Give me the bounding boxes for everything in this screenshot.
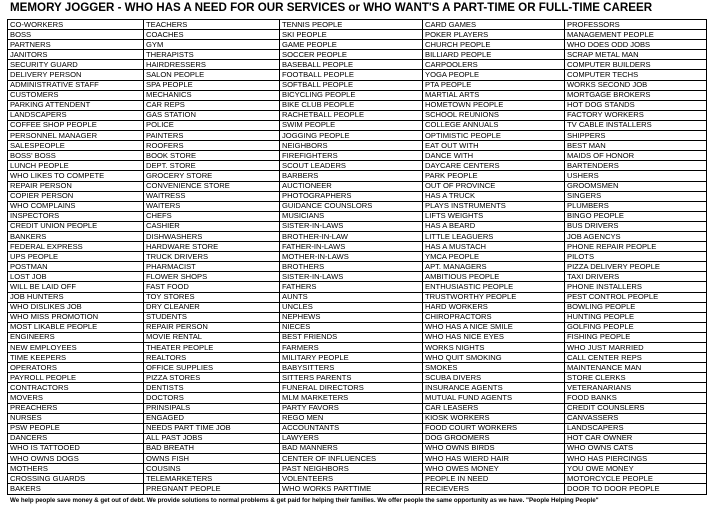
table-row <box>8 292 707 302</box>
table-cell: MECHANICS <box>144 90 280 100</box>
table-cell: PIZZA STORES <box>144 373 280 383</box>
table-cell: CANVASSERS <box>565 413 707 423</box>
table-cell: OUT OF PROVINCE <box>423 181 565 191</box>
table-cell: SALON PEOPLE <box>144 70 280 80</box>
table-cell: CHURCH PEOPLE <box>423 40 565 50</box>
table-cell: REGO MEN <box>280 413 423 423</box>
table-cell: LANDSCAPERS <box>565 423 707 433</box>
table-cell: JANITORS <box>8 50 144 60</box>
table-row <box>8 50 707 60</box>
table-cell: MOVIE RENTAL <box>144 332 280 342</box>
table-cell: PARK PEOPLE <box>423 171 565 181</box>
table-row <box>8 201 707 211</box>
table-cell: STORE CLERKS <box>565 373 707 383</box>
table-cell: BEST MAN <box>565 141 707 151</box>
table-cell: COPIER PERSON <box>8 191 144 201</box>
table-row <box>8 211 707 221</box>
table-cell: VETERANARIANS <box>565 383 707 393</box>
table-cell: OPERATORS <box>8 363 144 373</box>
table-cell: PEST CONTROL PEOPLE <box>565 292 707 302</box>
table-cell: REALTORS <box>144 353 280 363</box>
table-cell: WHO HAS PIERCINGS <box>565 454 707 464</box>
table-cell: FOOD COURT WORKERS <box>423 423 565 433</box>
table-cell: INSPECTORS <box>8 211 144 221</box>
table-row <box>8 100 707 110</box>
table-cell: MOST LIKABLE PEOPLE <box>8 322 144 332</box>
table-row <box>8 413 707 423</box>
table-cell: CALL CENTER REPS <box>565 353 707 363</box>
table-cell: WHO QUIT SMOKING <box>423 353 565 363</box>
table-row <box>8 80 707 90</box>
table-cell: ALL PAST JOBS <box>144 433 280 443</box>
table-cell: LAWYERS <box>280 433 423 443</box>
table-cell: BROTHER-IN-LAW <box>280 231 423 241</box>
table-cell: HAS A TRUCK <box>423 191 565 201</box>
table-cell: LITTLE LEAGUERS <box>423 231 565 241</box>
table-cell: BIKE CLUB PEOPLE <box>280 100 423 110</box>
table-cell: TIME KEEPERS <box>8 353 144 363</box>
table-cell: BOOK STORE <box>144 151 280 161</box>
table-cell: MORTGAGE BROKERS <box>565 90 707 100</box>
table-row <box>8 40 707 50</box>
table-cell: BASEBALL PEOPLE <box>280 60 423 70</box>
table-cell: BILLIARD PEOPLE <box>423 50 565 60</box>
table-cell: CUSTOMERS <box>8 90 144 100</box>
table-row <box>8 272 707 282</box>
table-cell: POLICE <box>144 120 280 130</box>
table-cell: SALESPEOPLE <box>8 141 144 151</box>
table-cell: FAST FOOD <box>144 282 280 292</box>
table-cell: INSURANCE AGENTS <box>423 383 565 393</box>
table-row <box>8 60 707 70</box>
table-cell: PHONE REPAIR PEOPLE <box>565 242 707 252</box>
table-cell: WORKS SECOND JOB <box>565 80 707 90</box>
table-cell: COUSINS <box>144 464 280 474</box>
table-row <box>8 322 707 332</box>
table-cell: CREDIT COUNSLERS <box>565 403 707 413</box>
table-cell: BUS DRIVERS <box>565 221 707 231</box>
table-cell: DRY CLEANER <box>144 302 280 312</box>
table-cell: BARBERS <box>280 171 423 181</box>
table-row <box>8 70 707 80</box>
table-cell: NEEDS PART TIME JOB <box>144 423 280 433</box>
table-cell: HOMETOWN PEOPLE <box>423 100 565 110</box>
table-cell: SWIM PEOPLE <box>280 120 423 130</box>
table-cell: SCHOOL REUNIONS <box>423 110 565 120</box>
table-row <box>8 353 707 363</box>
table-cell: NEIGHBORS <box>280 141 423 151</box>
table-cell: BANKERS <box>8 231 144 241</box>
table-cell: PEOPLE IN NEED <box>423 474 565 484</box>
table-cell: DISHWASHERS <box>144 231 280 241</box>
table-cell: DOOR TO DOOR PEOPLE <box>565 484 707 495</box>
table-cell: CAR REPS <box>144 100 280 110</box>
table-cell: GAS STATION <box>144 110 280 120</box>
table-cell: PILOTS <box>565 252 707 262</box>
table-cell: DOCTORS <box>144 393 280 403</box>
table-cell: COLLEGE ANNUALS <box>423 120 565 130</box>
table-cell: ACCOUNTANTS <box>280 423 423 433</box>
table-cell: WHO HAS A NICE SMILE <box>423 322 565 332</box>
table-cell: FATHER-IN-LAWS <box>280 242 423 252</box>
table-cell: POKER PLAYERS <box>423 30 565 40</box>
table-cell: HAIRDRESSERS <box>144 60 280 70</box>
table-cell: HOT DOG STANDS <box>565 100 707 110</box>
table-cell: SCRAP METAL MAN <box>565 50 707 60</box>
table-cell: ENGAGED <box>144 413 280 423</box>
table-cell: BEST FRIENDS <box>280 332 423 342</box>
table-row <box>8 363 707 373</box>
table-cell: EAT OUT WITH <box>423 141 565 151</box>
table-cell: MARTIAL ARTS <box>423 90 565 100</box>
table-cell: BAD MANNERS <box>280 443 423 453</box>
table-cell: MANAGEMENT PEOPLE <box>565 30 707 40</box>
table-row <box>8 141 707 151</box>
table-cell: HAS A BEARD <box>423 221 565 231</box>
table-cell: SINGERS <box>565 191 707 201</box>
table-cell: KIOSK WORKERS <box>423 413 565 423</box>
table-cell: TENNIS PEOPLE <box>280 20 423 30</box>
table-cell: FOOD BANKS <box>565 393 707 403</box>
table-cell: TV CABLE INSTALLERS <box>565 120 707 130</box>
table-cell: WHO OWNS BIRDS <box>423 443 565 453</box>
table-body <box>8 20 707 495</box>
table-cell: WHO JUST MARRIED <box>565 343 707 353</box>
memory-jogger-table <box>7 19 707 495</box>
table-cell: CAR LEASERS <box>423 403 565 413</box>
table-cell: COACHES <box>144 30 280 40</box>
table-cell: ENTHUSIASTIC PEOPLE <box>423 282 565 292</box>
table-cell: GYM <box>144 40 280 50</box>
table-cell: STUDENTS <box>144 312 280 322</box>
table-cell: WAITRESS <box>144 191 280 201</box>
table-cell: SCUBA DIVERS <box>423 373 565 383</box>
table-row <box>8 110 707 120</box>
table-cell: MOTORCYCLE PEOPLE <box>565 474 707 484</box>
table-cell: LOST JOB <box>8 272 144 282</box>
table-cell: FATHERS <box>280 282 423 292</box>
table-cell: SISTER-IN-LAWS <box>280 221 423 231</box>
table-row <box>8 242 707 252</box>
table-row <box>8 131 707 141</box>
table-cell: USHERS <box>565 171 707 181</box>
table-cell: PARTNERS <box>8 40 144 50</box>
table-cell: HAS A MUSTACH <box>423 242 565 252</box>
table-cell: WHO DISLIKES JOB <box>8 302 144 312</box>
table-row <box>8 231 707 241</box>
table-cell: FIREFIGHTERS <box>280 151 423 161</box>
table-cell: PAINTERS <box>144 131 280 141</box>
table-cell: CENTER OF INFLUENCES <box>280 454 423 464</box>
table-cell: ENGINEERS <box>8 332 144 342</box>
table-cell: PTA PEOPLE <box>423 80 565 90</box>
table-cell: WHO WORKS PARTTIME <box>280 484 423 495</box>
table-cell: PRINSIPALS <box>144 403 280 413</box>
table-cell: WHO HAS WIERD HAIR <box>423 454 565 464</box>
table-cell: MAIDS OF HONOR <box>565 151 707 161</box>
table-cell: MAINTENANCE MAN <box>565 363 707 373</box>
table-cell: MLM MARKETERS <box>280 393 423 403</box>
table-row <box>8 373 707 383</box>
table-cell: SKI PEOPLE <box>280 30 423 40</box>
table-cell: FEDERAL EXPRESS <box>8 242 144 252</box>
table-row <box>8 403 707 413</box>
table-row <box>8 30 707 40</box>
table-row <box>8 423 707 433</box>
table-cell: OFFICE SUPPLIES <box>144 363 280 373</box>
table-cell: CONTRACTORS <box>8 383 144 393</box>
table-cell: BAKERS <box>8 484 144 495</box>
table-cell: TEACHERS <box>144 20 280 30</box>
table-cell: SMOKES <box>423 363 565 373</box>
table-cell: NEW EMPLOYEES <box>8 343 144 353</box>
table-row <box>8 312 707 322</box>
table-cell: BARTENDERS <box>565 161 707 171</box>
table-cell: DANCERS <box>8 433 144 443</box>
table-cell: PHOTOGRAPHERS <box>280 191 423 201</box>
table-cell: AMBITIOUS PEOPLE <box>423 272 565 282</box>
table-cell: COMPUTER TECHS <box>565 70 707 80</box>
table-cell: CREDIT UNION PEOPLE <box>8 221 144 231</box>
table-cell: NEPHEWS <box>280 312 423 322</box>
table-cell: BROTHERS <box>280 262 423 272</box>
table-row <box>8 383 707 393</box>
table-cell: FUNERAL DIRECTORS <box>280 383 423 393</box>
table-row <box>8 161 707 171</box>
table-cell: OWNS FISH <box>144 454 280 464</box>
table-cell: YMCA PEOPLE <box>423 252 565 262</box>
table-cell: SCOUT LEADERS <box>280 161 423 171</box>
table-cell: CHEFS <box>144 211 280 221</box>
table-cell: GUIDANCE COUNSLORS <box>280 201 423 211</box>
table-cell: GOLFING PEOPLE <box>565 322 707 332</box>
table-cell: RECIEVERS <box>423 484 565 495</box>
table-cell: AUNTS <box>280 292 423 302</box>
table-cell: BAD BREATH <box>144 443 280 453</box>
table-cell: MOVERS <box>8 393 144 403</box>
table-cell: CARD GAMES <box>423 20 565 30</box>
table-cell: TRUSTWORTHY PEOPLE <box>423 292 565 302</box>
table-cell: REPAIR PERSON <box>8 181 144 191</box>
table-cell: WHO HAS NICE EYES <box>423 332 565 342</box>
table-cell: JOB HUNTERS <box>8 292 144 302</box>
table-cell: OPTIMISTIC PEOPLE <box>423 131 565 141</box>
table-cell: PROFESSORS <box>565 20 707 30</box>
table-cell: PHARMACIST <box>144 262 280 272</box>
table-row <box>8 302 707 312</box>
table-cell: VOLENTEERS <box>280 474 423 484</box>
table-cell: WHO OWNS CATS <box>565 443 707 453</box>
table-cell: SITTERS PARENTS <box>280 373 423 383</box>
table-cell: BOWLING PEOPLE <box>565 302 707 312</box>
table-cell: MUTUAL FUND AGENTS <box>423 393 565 403</box>
table-cell: WHO MISS PROMOTION <box>8 312 144 322</box>
table-cell: REPAIR PERSON <box>144 322 280 332</box>
table-cell: YOU OWE MONEY <box>565 464 707 474</box>
table-cell: MOTHERS <box>8 464 144 474</box>
table-row <box>8 252 707 262</box>
table-row <box>8 221 707 231</box>
table-row <box>8 474 707 484</box>
table-cell: UNCLES <box>280 302 423 312</box>
table-row <box>8 484 707 495</box>
table-cell: PAYROLL PEOPLE <box>8 373 144 383</box>
table-cell: YOGA PEOPLE <box>423 70 565 80</box>
table-cell: HARDWARE STORE <box>144 242 280 252</box>
table-cell: FACTORY WORKERS <box>565 110 707 120</box>
table-cell: JOB AGENCYS <box>565 231 707 241</box>
table-cell: PLAYS INSTRUMENTS <box>423 201 565 211</box>
table-cell: LANDSCAPERS <box>8 110 144 120</box>
table-cell: ROOFERS <box>144 141 280 151</box>
table-cell: PIZZA DELIVERY PEOPLE <box>565 262 707 272</box>
table-row <box>8 343 707 353</box>
table-cell: CASHIER <box>144 221 280 231</box>
table-cell: WHO COMPLAINS <box>8 201 144 211</box>
table-cell: HUNTING PEOPLE <box>565 312 707 322</box>
table-cell: THEATER PEOPLE <box>144 343 280 353</box>
table-cell: DEPT. STORE <box>144 161 280 171</box>
table-cell: CARPOOLERS <box>423 60 565 70</box>
table-cell: AUCTIONEER <box>280 181 423 191</box>
table-cell: FOOTBALL PEOPLE <box>280 70 423 80</box>
table-cell: PERSONNEL MANAGER <box>8 131 144 141</box>
table-cell: DAYCARE CENTERS <box>423 161 565 171</box>
table-cell: BINGO PEOPLE <box>565 211 707 221</box>
table-cell: CO-WORKERS <box>8 20 144 30</box>
table-cell: DOG GROOMERS <box>423 433 565 443</box>
table-cell: THERAPISTS <box>144 50 280 60</box>
table-cell: FISHING PEOPLE <box>565 332 707 342</box>
table-cell: PARKING ATTENDENT <box>8 100 144 110</box>
table-cell: TAXI DRIVERS <box>565 272 707 282</box>
table-row <box>8 171 707 181</box>
table-row <box>8 262 707 272</box>
table-row <box>8 454 707 464</box>
table-cell: WHO OWNS DOGS <box>8 454 144 464</box>
table-cell: CROSSING GUARDS <box>8 474 144 484</box>
table-cell: FARMERS <box>280 343 423 353</box>
table-cell: TRUCK DRIVERS <box>144 252 280 262</box>
table-cell: BOSS <box>8 30 144 40</box>
table-cell: PREACHERS <box>8 403 144 413</box>
table-cell: BOSS' BOSS <box>8 151 144 161</box>
table-cell: WILL BE LAID OFF <box>8 282 144 292</box>
table-cell: GROOMSMEN <box>565 181 707 191</box>
table-cell: JOGGING PEOPLE <box>280 131 423 141</box>
table-cell: GAME PEOPLE <box>280 40 423 50</box>
table-cell: LIFTS WEIGHTS <box>423 211 565 221</box>
table-cell: HOT CAR OWNER <box>565 433 707 443</box>
table-row <box>8 282 707 292</box>
footer-text: We help people save money & get out of debt. We provide solutions to normal problems & get paid for helping their families. We offer people the same opportunity as we have. "People Helping People" <box>10 497 599 504</box>
table-cell: SISTER-IN-LAWS <box>280 272 423 282</box>
table-cell: DELIVERY PERSON <box>8 70 144 80</box>
table-row <box>8 181 707 191</box>
table-cell: MILITARY PEOPLE <box>280 353 423 363</box>
table-cell: COMPUTER BUILDERS <box>565 60 707 70</box>
table-cell: MUSICIANS <box>280 211 423 221</box>
table-cell: PAST NEIGHBORS <box>280 464 423 474</box>
table-row <box>8 90 707 100</box>
table-cell: PLUMBERS <box>565 201 707 211</box>
table-cell: DANCE WITH <box>423 151 565 161</box>
table-cell: UPS PEOPLE <box>8 252 144 262</box>
table-cell: COFFEE SHOP PEOPLE <box>8 120 144 130</box>
table-cell: WHO DOES ODD JOBS <box>565 40 707 50</box>
table-cell: BICYCLING PEOPLE <box>280 90 423 100</box>
table-cell: SOCCER PEOPLE <box>280 50 423 60</box>
table-cell: SPA PEOPLE <box>144 80 280 90</box>
table-cell: CHIROPRACTORS <box>423 312 565 322</box>
table-cell: TOY STORES <box>144 292 280 302</box>
table-cell: WAITERS <box>144 201 280 211</box>
table-cell: MOTHER-IN-LAWS <box>280 252 423 262</box>
table-cell: WHO OWES MONEY <box>423 464 565 474</box>
table-cell: POSTMAN <box>8 262 144 272</box>
table-cell: CONVENIENCE STORE <box>144 181 280 191</box>
table-cell: PARTY FAVORS <box>280 403 423 413</box>
table-cell: NURSES <box>8 413 144 423</box>
table-row <box>8 332 707 342</box>
table-cell: ADMINISTRATIVE STAFF <box>8 80 144 90</box>
table-cell: FLOWER SHOPS <box>144 272 280 282</box>
table-row <box>8 151 707 161</box>
page-title: MEMORY JOGGER - WHO HAS A NEED FOR OUR SERVICES or WHO WANT'S A PART-TIME OR FULL-TIME CAREER <box>10 1 653 14</box>
table-cell: SHIPPERS <box>565 131 707 141</box>
table-cell: GROCERY STORE <box>144 171 280 181</box>
table-row <box>8 393 707 403</box>
table-row <box>8 191 707 201</box>
table-cell: HARD WORKERS <box>423 302 565 312</box>
table-cell: LUNCH PEOPLE <box>8 161 144 171</box>
table-cell: NIECES <box>280 322 423 332</box>
table-cell: PREGNANT PEOPLE <box>144 484 280 495</box>
table-row <box>8 464 707 474</box>
table-cell: WHO LIKES TO COMPETE <box>8 171 144 181</box>
table-row <box>8 433 707 443</box>
table-cell: SOFTBALL PEOPLE <box>280 80 423 90</box>
table-cell: RACHETBALL PEOPLE <box>280 110 423 120</box>
table-row <box>8 120 707 130</box>
table-cell: WORKS NIGHTS <box>423 343 565 353</box>
table-row <box>8 20 707 30</box>
table-cell: TELEMARKETERS <box>144 474 280 484</box>
table-cell: SECURITY GUARD <box>8 60 144 70</box>
table-cell: BABYSITTERS <box>280 363 423 373</box>
table-cell: APT. MANAGERS <box>423 262 565 272</box>
table-cell: WHO IS TATTOOED <box>8 443 144 453</box>
table-cell: PSW PEOPLE <box>8 423 144 433</box>
table-cell: DENTISTS <box>144 383 280 393</box>
table-cell: PHONE INSTALLERS <box>565 282 707 292</box>
table-row <box>8 443 707 453</box>
